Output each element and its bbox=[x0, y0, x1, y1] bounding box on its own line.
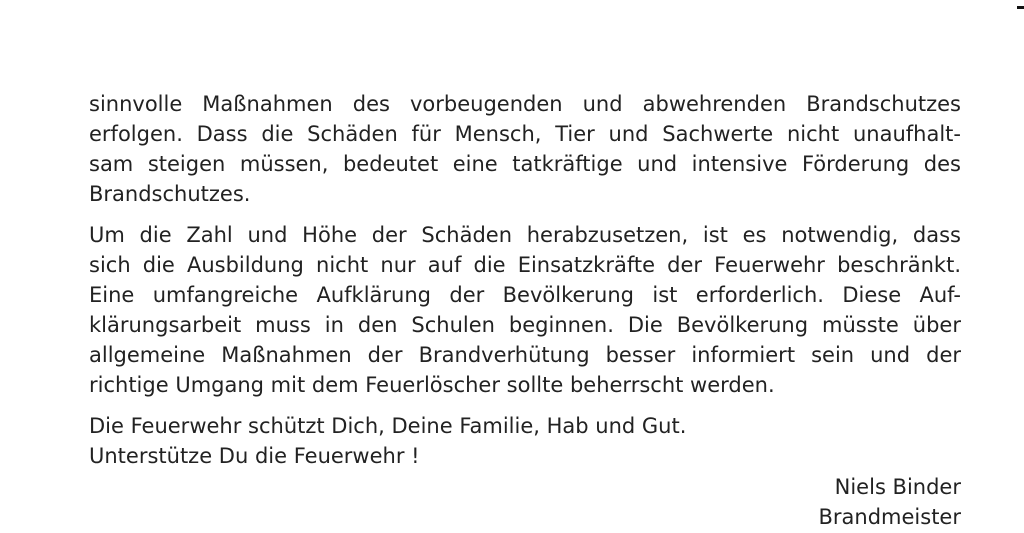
paragraph-line: sam steigen müssen, bedeutet eine tatkräftige und intensive Förderung des bbox=[89, 152, 961, 176]
paragraph-1 bbox=[89, 89, 961, 209]
signature-block bbox=[819, 472, 962, 532]
signature-name: Niels Binder bbox=[834, 475, 961, 499]
signature-title: Brandmeister bbox=[818, 505, 961, 529]
paragraph-line: erfolgen. Dass die Schäden für Mensch, Tier und Sachwerte nicht unaufhalt- bbox=[89, 122, 961, 146]
scan-edge-mark bbox=[1017, 6, 1024, 9]
paragraph-line: Um die Zahl und Höhe der Schäden herabzusetzen, ist es notwendig, dass bbox=[89, 223, 961, 247]
paragraph-line: sich die Ausbildung nicht nur auf die Einsatzkräfte der Feuerwehr beschränkt. bbox=[89, 253, 961, 277]
paragraph-line: sinnvolle Maßnahmen des vorbeugenden und abwehrenden Brandschutzes bbox=[89, 92, 961, 116]
paragraph-line: Eine umfangreiche Aufklärung der Bevölkerung ist erforderlich. Diese Auf- bbox=[89, 283, 961, 307]
paragraph-line: Unterstütze Du die Feuerwehr ! bbox=[89, 444, 420, 468]
paragraph-line: richtige Umgang mit dem Feuerlöscher sollte beherrscht werden. bbox=[89, 373, 775, 397]
paragraph-line: allgemeine Maßnahmen der Brandverhütung besser informiert sein und der bbox=[89, 343, 961, 367]
paragraph-3 bbox=[89, 411, 961, 471]
paragraph-2 bbox=[89, 220, 961, 400]
paragraph-line: Brandschutzes. bbox=[89, 182, 251, 206]
body-text bbox=[89, 89, 961, 471]
paragraph-line: Die Feuerwehr schützt Dich, Deine Familie, Hab und Gut. bbox=[89, 414, 687, 438]
paragraph-line: klärungsarbeit muss in den Schulen beginnen. Die Bevölkerung müsste über bbox=[89, 313, 961, 337]
